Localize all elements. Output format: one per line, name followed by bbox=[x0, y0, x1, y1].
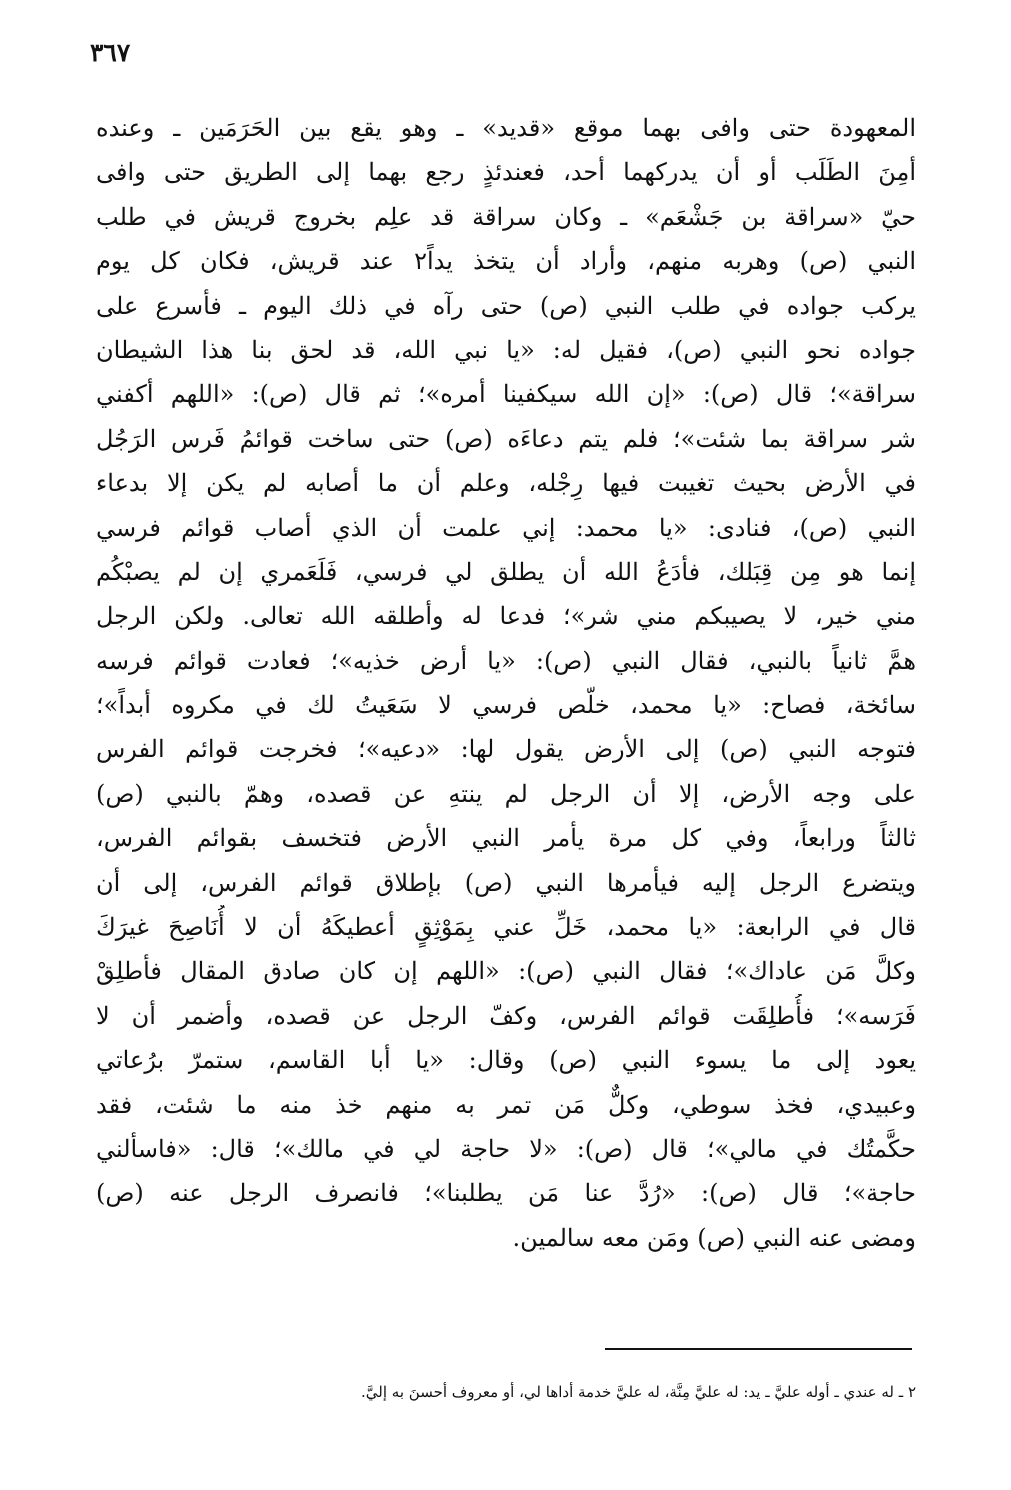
text-line: حيّ «سراقة بن جَشْعَم» ـ وكان سراقة قد علِم بخروج قريش في طلب bbox=[96, 202, 916, 231]
text-line: يعود إلى ما يسوء النبي (ص) وقال: «يا أبا القاسم، ستمرّ برُعاتي bbox=[96, 1046, 916, 1075]
text-line: في الأرض بحيث تغيبت فيها رِجْله، وعلم أن ما أصابه لم يكن إلا بدعاء bbox=[96, 469, 916, 498]
text-line: إنما هو مِن قِبَلك، فأدَعُ الله أن يطلق لي فرسي، فَلَعَمري إن لم يصبْكُم bbox=[96, 557, 916, 586]
footnote-divider bbox=[605, 1348, 912, 1350]
text-line: همَّ ثانياً بالنبي، فقال النبي (ص): «يا أرض خذيه»؛ فعادت قوائم فرسه bbox=[96, 646, 916, 675]
body-text bbox=[96, 106, 916, 1260]
text-line: فَرَسه»؛ فأُطلِقَت قوائم الفرس، وكفّ الرجل عن قصده، وأضمر أن لا bbox=[96, 1001, 916, 1030]
text-line: سائخة، فصاح: «يا محمد، خلّص فرسي لا سَعَيتُ لك في مكروه أبداً»؛ bbox=[96, 691, 916, 720]
page-number: ٣٦٧ bbox=[90, 38, 131, 67]
text-line: جواده نحو النبي (ص)، فقيل له: «يا نبي الله، قد لحق بنا هذا الشيطان bbox=[96, 335, 916, 364]
text-line: ثالثاً ورابعاً، وفي كل مرة يأمر النبي الأرض فتخسف بقوائم الفرس، bbox=[96, 824, 916, 853]
footnote: ٢ ـ له عندي ـ أوله عليَّ ـ يد: له عليَّ مِنَّة، له عليَّ خدمة أداها لي، أو معروف أحسنَ به إليَّ. bbox=[361, 1383, 916, 1401]
text-line: مني خير، لا يصيبكم مني شر»؛ فدعا له وأطلقه الله تعالى. ولكن الرجل bbox=[96, 602, 916, 631]
text-line: ويتضرع الرجل إليه فيأمرها النبي (ص) بإطلاق قوائم الفرس، إلى أن bbox=[96, 868, 916, 897]
text-line: ومضى عنه النبي (ص) ومَن معه سالمين. bbox=[512, 1223, 916, 1252]
text-line: أمِنَ الطَلَب أو أن يدركهما أحد، فعندئذٍ رجع بهما إلى الطريق حتى وافى bbox=[96, 158, 916, 187]
text-line: سراقة»؛ قال (ص): «إن الله سيكفينا أمره»؛ ثم قال (ص): «اللهم أكفني bbox=[96, 380, 916, 409]
text-line: النبي (ص) وهربه منهم، وأراد أن يتخذ يداً٢ عند قريش، فكان كل يوم bbox=[96, 247, 916, 276]
text-line: على وجه الأرض، إلا أن الرجل لم ينتهِ عن قصده، وهمّ بالنبي (ص) bbox=[96, 779, 916, 808]
text-line: النبي (ص)، فنادى: «يا محمد: إني علمت أن الذي أصاب قوائم فرسي bbox=[96, 513, 916, 542]
text-line: شر سراقة بما شئت»؛ فلم يتم دعاءَه (ص) حتى ساخت قوائمُ فَرس الرَجُل bbox=[96, 424, 916, 453]
text-line: حكَّمتُك في مالي»؛ قال (ص): «لا حاجة لي في مالك»؛ قال: «فاسألني bbox=[96, 1134, 916, 1163]
text-line: فتوجه النبي (ص) إلى الأرض يقول لها: «دعيه»؛ فخرجت قوائم الفرس bbox=[96, 735, 916, 764]
text-line: وكلَّ مَن عاداك»؛ فقال النبي (ص): «اللهم إن كان صادق المقال فأطلِقْ bbox=[96, 957, 916, 986]
text-line: يركب جواده في طلب النبي (ص) حتى رآه في ذلك اليوم ـ فأسرع على bbox=[96, 291, 916, 320]
text-line: وعبيدي، فخذ سوطي، وكلٌّ مَن تمر به منهم خذ منه ما شئت، فقد bbox=[96, 1090, 916, 1119]
text-line: قال في الرابعة: «يا محمد، خَلِّ عني بِمَوْثِقٍ أعطيكَهُ أن لا أُنَاصِحَ غيرَكَ bbox=[96, 913, 916, 942]
text-line: المعهودة حتى وافى بهما موقع «قديد» ـ وهو يقع بين الحَرَمَين ـ وعنده bbox=[96, 114, 916, 142]
text-line: حاجة»؛ قال (ص): «رُدَّ عنا مَن يطلبنا»؛ فانصرف الرجل عنه (ص) bbox=[96, 1179, 916, 1208]
